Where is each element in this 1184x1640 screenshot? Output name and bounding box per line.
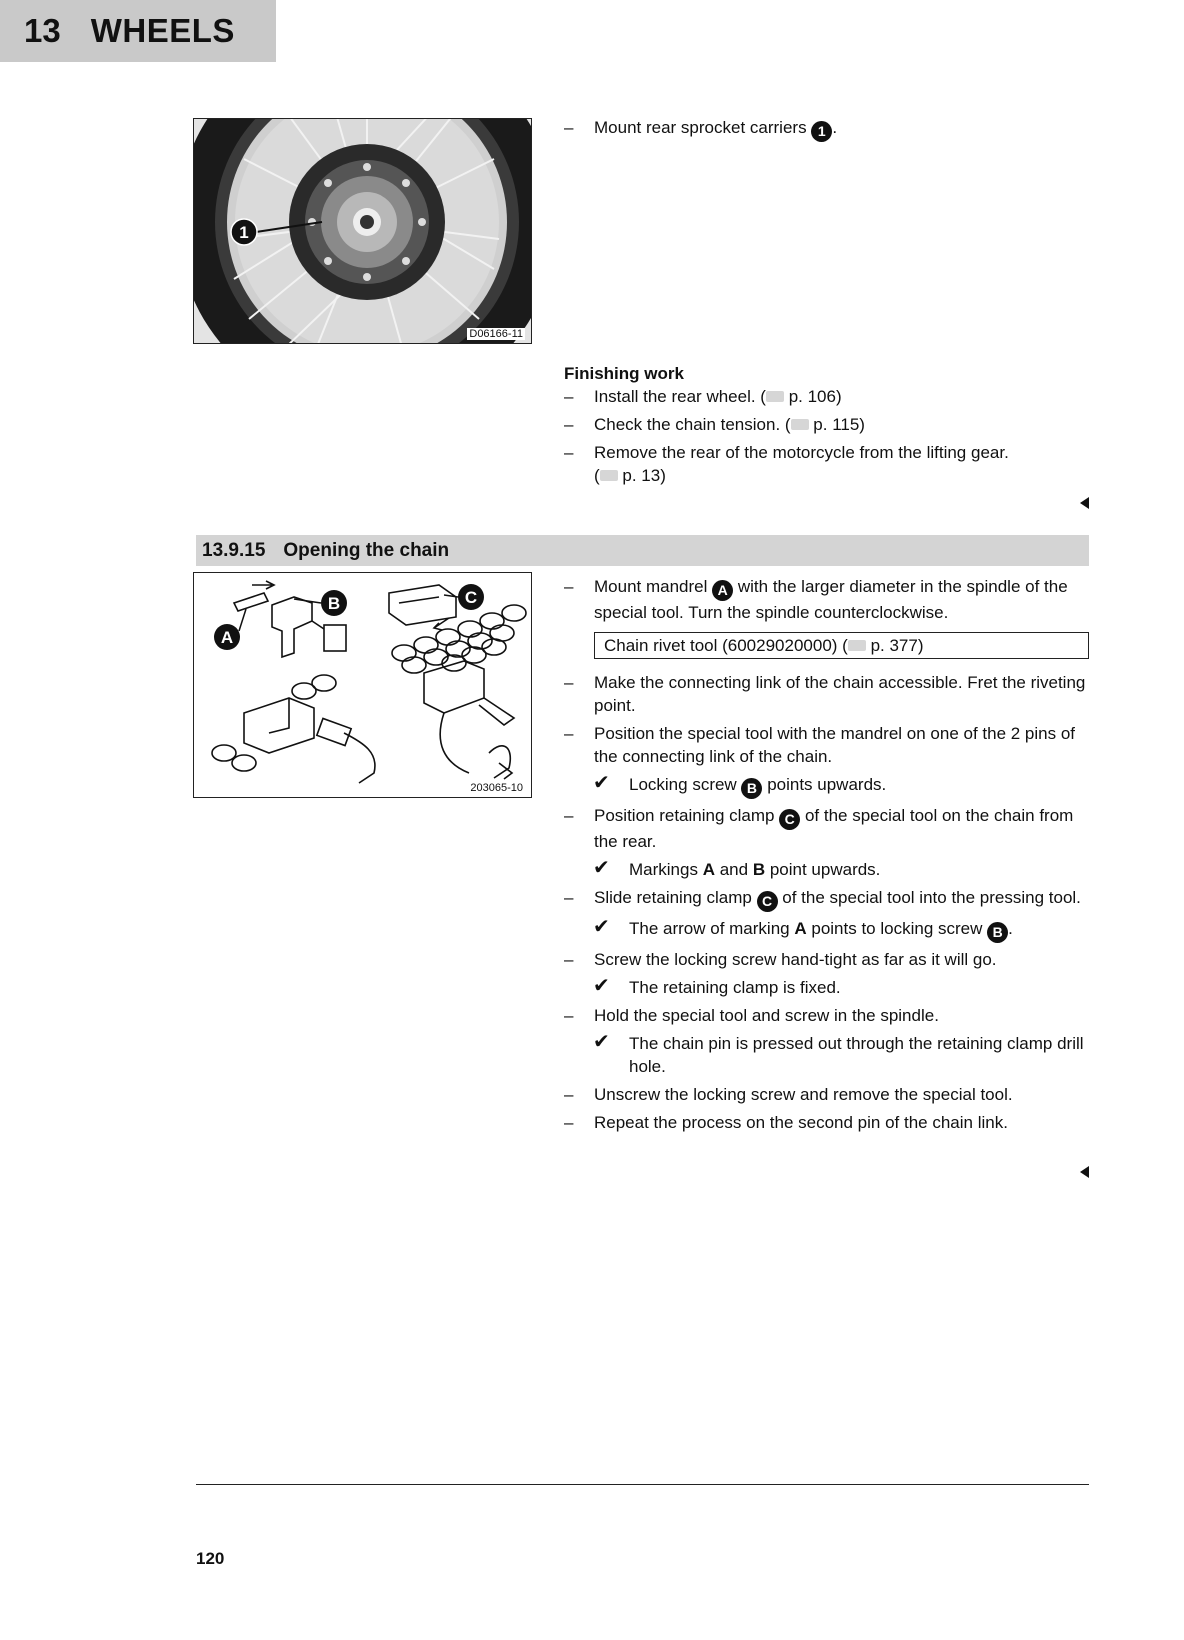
marker-a: A xyxy=(712,580,733,601)
finishing-work-block xyxy=(564,362,1089,492)
chain-marker-a: A xyxy=(220,628,234,647)
footer-rule xyxy=(196,1484,1089,1485)
finishing-step: – Install the rear wheel. ( p. 106) xyxy=(564,387,842,406)
marker-c: C xyxy=(779,809,800,830)
page-ref-link[interactable]: p. 377) xyxy=(870,636,924,655)
chain-marker-b: B xyxy=(327,594,341,613)
step-access-link: – Make the connecting link of the chain accessible. Fret the riveting point. xyxy=(564,673,1086,715)
chain-steps xyxy=(564,575,1089,1139)
step-mount-mandrel: – Mount mandrel A with the larger diameter in the spindle of the special tool. Turn the spindle counterclockwise. xyxy=(564,577,1068,622)
check-icon: ✔ xyxy=(593,975,610,997)
check-icon: ✔ xyxy=(593,916,610,938)
chapter-number: 13 xyxy=(24,12,61,49)
check-locking-screw: ✔ Locking screw B points upwards. xyxy=(564,773,1089,799)
check-clamp-fixed: ✔ The retaining clamp is fixed. xyxy=(593,975,841,997)
check-icon: ✔ xyxy=(593,772,610,794)
step-slide-clamp: – Slide retaining clamp C of the special tool into the pressing tool. xyxy=(564,886,1089,912)
section-title: Opening the chain xyxy=(283,539,450,561)
step-hold-tool: – Hold the special tool and screw in the spindle. xyxy=(564,1006,939,1025)
step-position-clamp: – Position retaining clamp C of the special tool on the chain from the rear. xyxy=(564,806,1074,851)
chain-marker-c: C xyxy=(464,588,478,607)
rear-wheel-figure xyxy=(193,118,532,344)
marker-b: B xyxy=(741,778,762,799)
check-arrow-marking: ✔ The arrow of marking A points to locking screw B . xyxy=(564,917,1089,943)
chapter-title: WHEELS xyxy=(90,12,235,49)
marker-b: B xyxy=(987,922,1008,943)
section-end-mark xyxy=(1080,497,1089,509)
step-mount-sprocket-carriers: – Mount rear sprocket carriers 1 . xyxy=(564,116,1089,142)
page-ref-link[interactable]: p. 115) xyxy=(813,415,865,434)
manual-ref-icon xyxy=(600,470,618,481)
check-icon: ✔ xyxy=(593,1031,610,1053)
finishing-step: – Remove the rear of the motorcycle from the lifting gear. ( p. 13) xyxy=(564,443,1009,485)
step-repeat-process: – Repeat the process on the second pin of the chain link. xyxy=(564,1113,1008,1132)
top-steps xyxy=(564,116,1089,147)
section-heading xyxy=(196,535,1089,566)
marker-1: 1 xyxy=(811,121,832,142)
special-tool-box: Chain rivet tool (60029020000) ( p. 377) xyxy=(594,632,1089,659)
rear-wheel-illustration xyxy=(194,119,531,343)
section-number: 13.9.15 xyxy=(202,539,266,561)
figure-code: 203065-10 xyxy=(470,782,523,794)
finishing-step: – Check the chain tension. ( p. 115) xyxy=(564,415,865,434)
chain-tool-illustration xyxy=(194,573,531,797)
wheel-marker-1: 1 xyxy=(239,223,249,242)
chain-tool-figure xyxy=(193,572,532,798)
chapter-header xyxy=(0,0,276,62)
manual-ref-icon xyxy=(791,419,809,430)
step-remove-tool: – Unscrew the locking screw and remove the special tool. xyxy=(564,1085,1013,1104)
finishing-work-heading: Finishing work xyxy=(564,364,684,383)
check-markings: ✔ Markings A and B point upwards. xyxy=(593,857,881,879)
manual-ref-icon xyxy=(848,640,866,651)
page-number: 120 xyxy=(196,1549,225,1568)
manual-ref-icon xyxy=(766,391,784,402)
figure-code: D06166-11 xyxy=(469,328,523,340)
page-ref-link[interactable]: p. 106) xyxy=(788,387,842,406)
step-screw-locking-screw: – Screw the locking screw hand-tight as far as it will go. xyxy=(564,950,997,969)
marker-c: C xyxy=(757,891,778,912)
step-position-tool: – Position the special tool with the mandrel on one of the 2 pins of the connecting link of the chain. xyxy=(564,724,1076,766)
section-end-mark xyxy=(1080,1166,1089,1178)
check-pin-pressed-out: ✔ The chain pin is pressed out through the retaining clamp drill hole. xyxy=(593,1031,1084,1076)
check-icon: ✔ xyxy=(593,857,610,879)
page-ref-link[interactable]: p. 13) xyxy=(622,466,666,485)
